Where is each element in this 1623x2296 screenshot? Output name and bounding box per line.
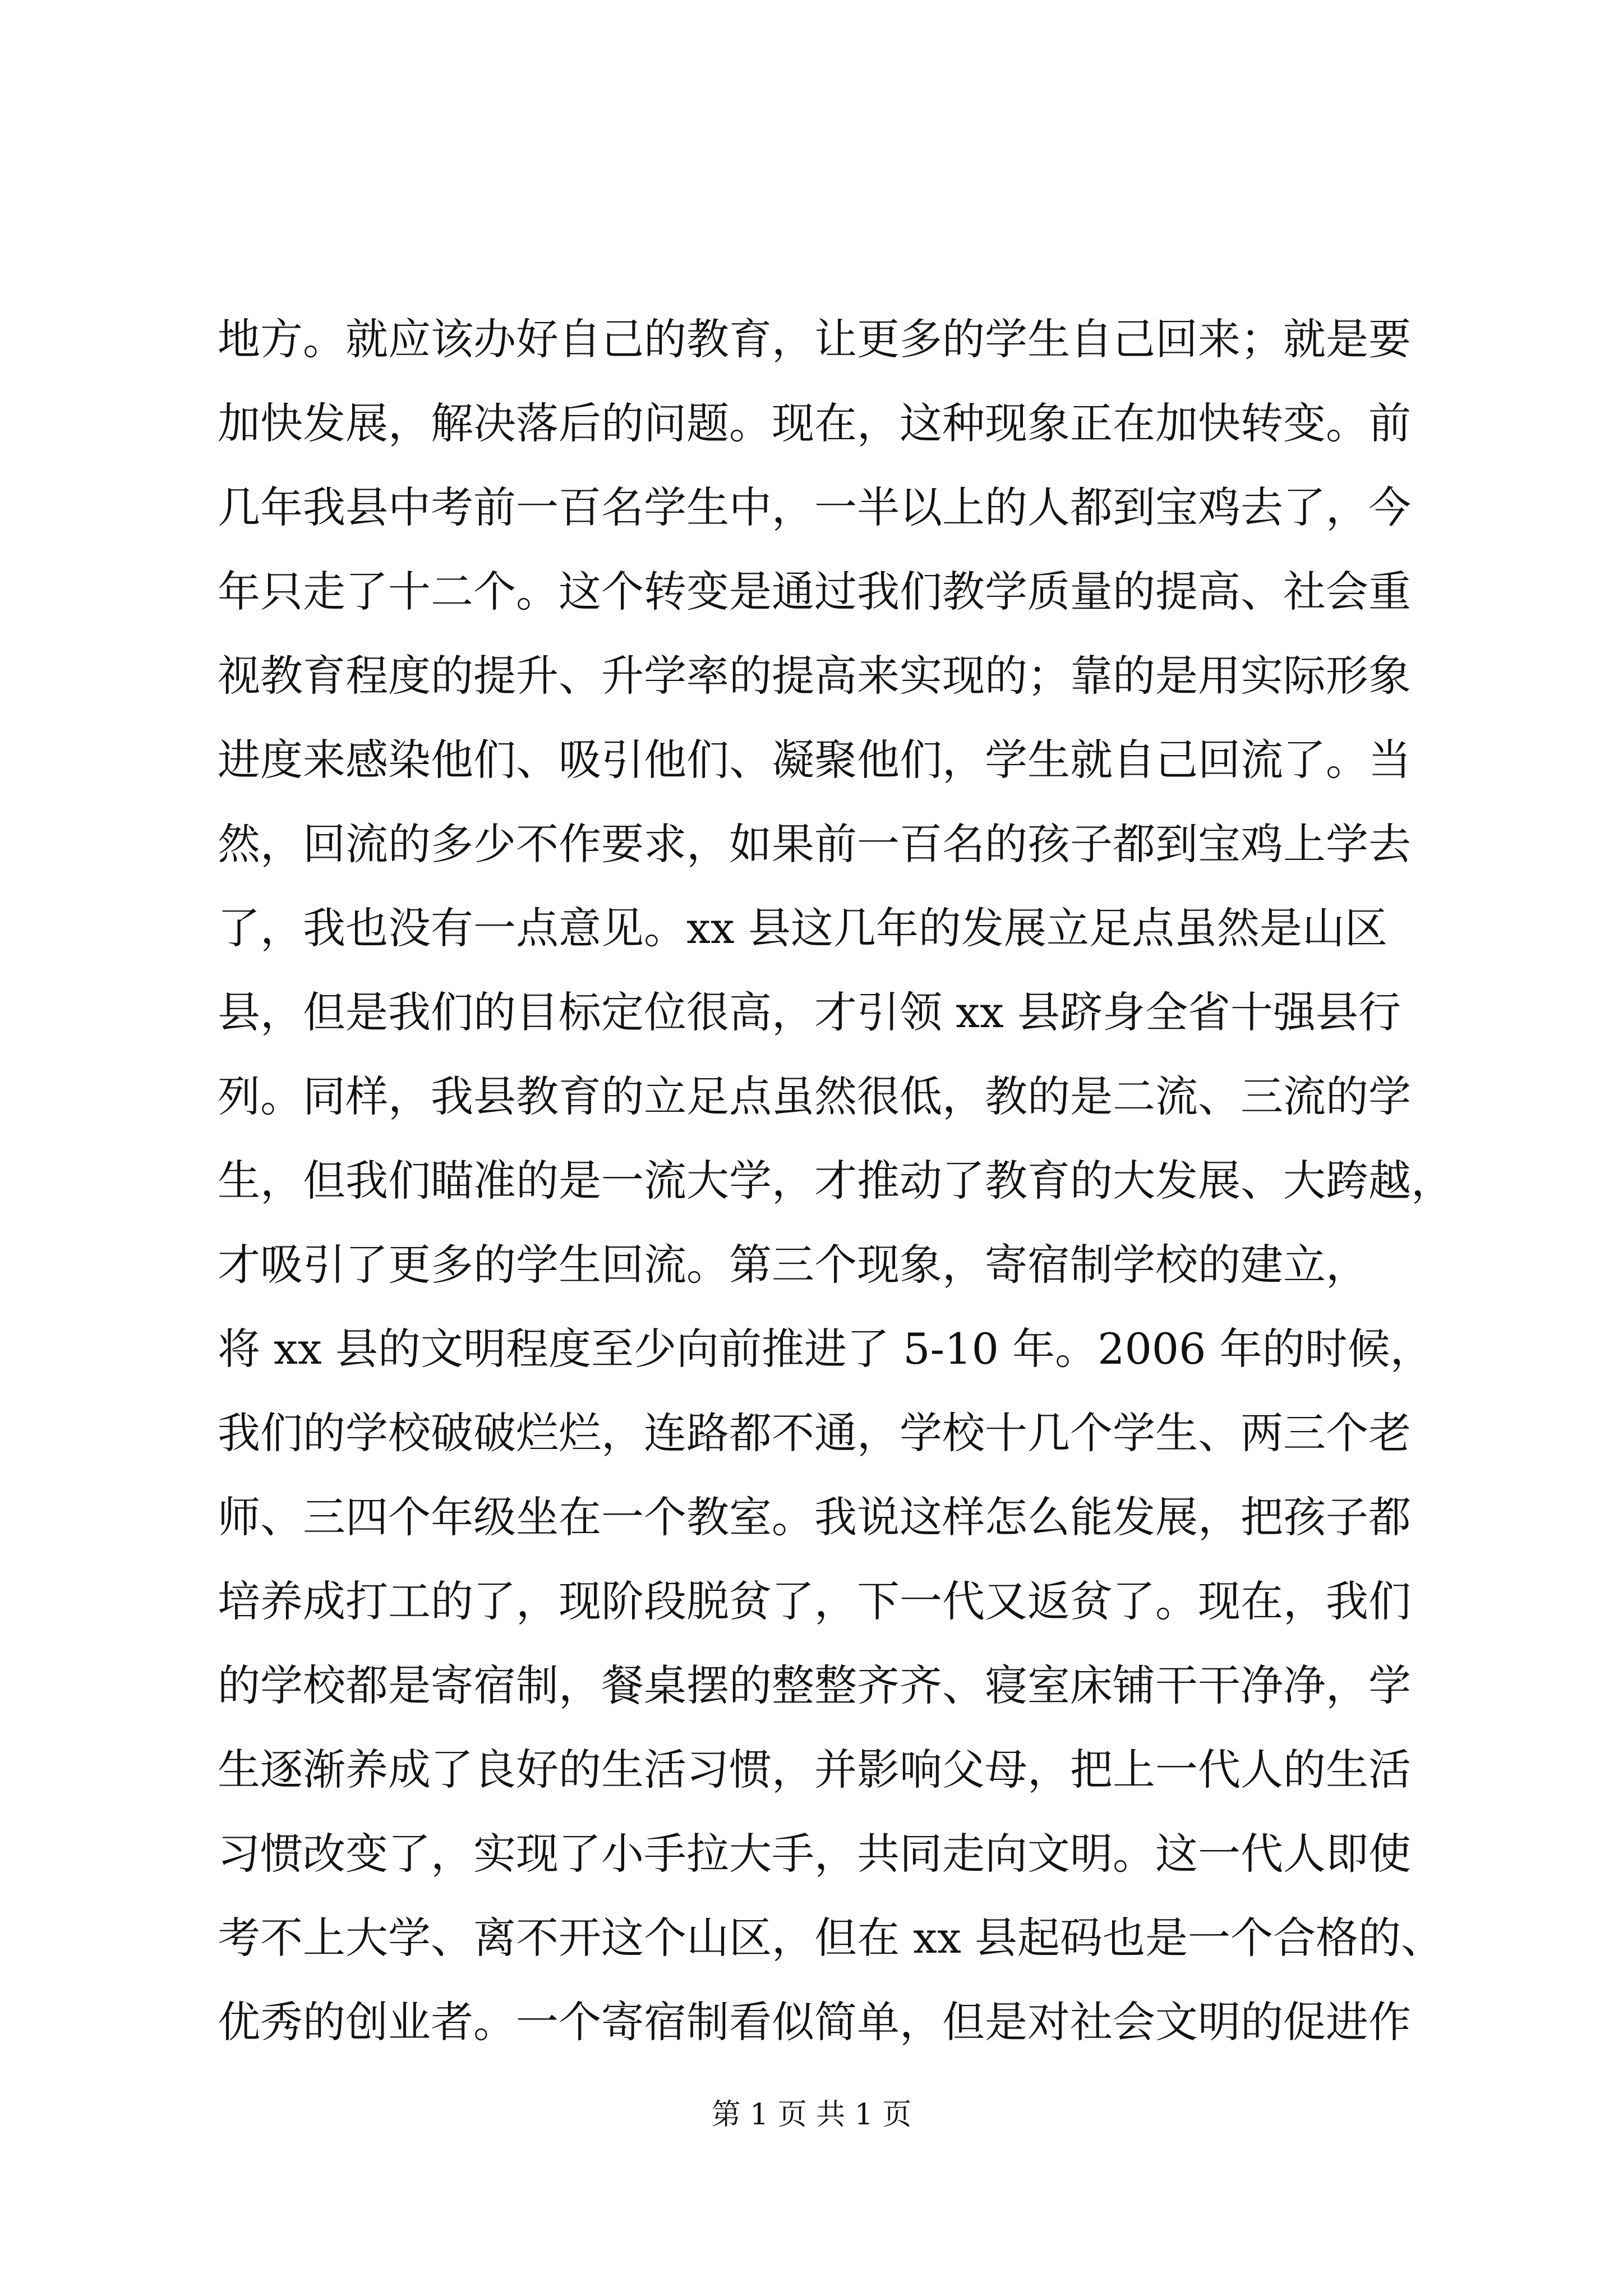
text-line: 地方。就应该办好自己的教育，让更多的学生自己回来；就是要 bbox=[218, 314, 1411, 364]
text-line: 加快发展，解决落后的问题。现在，这种现象正在加快转变。前 bbox=[218, 398, 1411, 448]
text-line: 才吸引了更多的学生回流。第三个现象，寄宿制学校的建立， bbox=[218, 1240, 1368, 1290]
text-line: 然，回流的多少不作要求，如果前一百名的孩子都到宝鸡上学去 bbox=[218, 819, 1411, 869]
text-line: 几年我县中考前一百名学生中，一半以上的人都到宝鸡去了，今 bbox=[218, 482, 1411, 532]
text-line: 年只走了十二个。这个转变是通过我们教学质量的提高、社会重 bbox=[218, 567, 1411, 616]
text-line: 视教育程度的提升、升学率的提高来实现的；靠的是用实际形象 bbox=[218, 651, 1411, 701]
text-line: 了，我也没有一点意见。xx 县这几年的发展立足点虽然是山区 bbox=[218, 903, 1387, 953]
text-line: 生，但我们瞄准的是一流大学，才推动了教育的大发展、大跨越， bbox=[218, 1156, 1454, 1205]
text-line: 将 xx 县的文明程度至少向前推进了 5-10 年。2006 年的时候， bbox=[218, 1324, 1433, 1374]
text-line: 进度来感染他们、吸引他们、凝聚他们，学生就自己回流了。当 bbox=[218, 735, 1411, 785]
text-line: 考不上大学、离不开这个山区，但在 xx 县起码也是一个合格的、 bbox=[218, 1913, 1444, 1963]
text-line: 培养成打工的了，现阶段脱贫了，下一代又返贫了。现在，我们 bbox=[218, 1576, 1411, 1626]
page-number: 第 1 页 共 1 页 bbox=[711, 2098, 912, 2132]
text-line: 习惯改变了，实现了小手拉大手，共同走向文明。这一代人即使 bbox=[218, 1829, 1411, 1879]
text-line: 师、三四个年级坐在一个教室。我说这样怎么能发展，把孩子都 bbox=[218, 1492, 1411, 1542]
text-line: 的学校都是寄宿制，餐桌摆的整整齐齐、寝室床铺干干净净，学 bbox=[218, 1660, 1411, 1710]
text-line: 我们的学校破破烂烂，连路都不通，学校十几个学生、两三个老 bbox=[218, 1408, 1411, 1458]
page-footer bbox=[0, 2092, 1623, 2137]
text-line: 优秀的创业者。一个寄宿制看似简单，但是对社会文明的促进作 bbox=[218, 1997, 1411, 2047]
text-line: 列。同样，我县教育的立足点虽然很低，教的是二流、三流的学 bbox=[218, 1071, 1411, 1121]
body-text bbox=[218, 297, 1454, 2064]
text-line: 县，但是我们的目标定位很高，才引领 xx 县跻身全省十强县行 bbox=[218, 987, 1401, 1037]
text-line: 生逐渐养成了良好的生活习惯，并影响父母，把上一代人的生活 bbox=[218, 1745, 1411, 1795]
